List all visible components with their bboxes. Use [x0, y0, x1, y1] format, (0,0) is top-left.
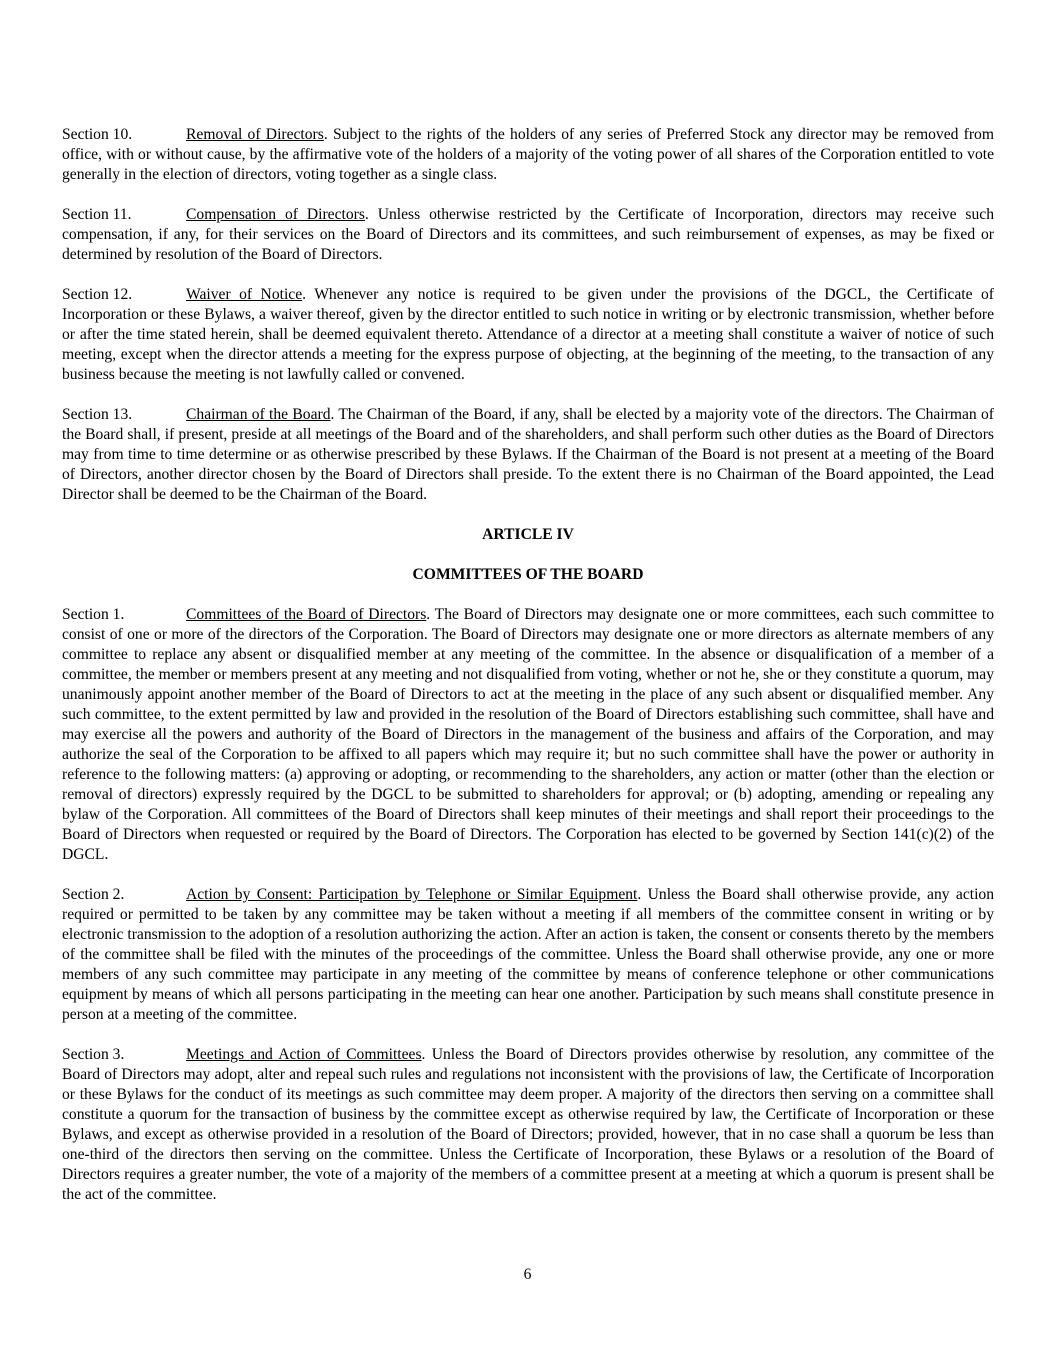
section-title: Meetings and Action of Committees: [186, 1046, 422, 1063]
article-number: ARTICLE IV: [482, 526, 574, 543]
section-label: Section 13.: [62, 406, 133, 423]
section-title: Action by Consent: Participation by Telephone or Similar Equipment: [186, 886, 638, 903]
section-label: Section 12.: [62, 286, 133, 303]
section-title: Chairman of the Board: [186, 406, 331, 423]
section-text: . The Chairman of the Board, if any, shall be elected by a majority vote of the directors. The Chairman of the Board shall, if present, preside at all meetings of the Board and of the shareholders, and shall perform such other duties as the Board of Directors may from time to time determine or as otherwise prescribed by these Bylaws. If the Chairman of the Board is not present at a meeting of the Board of Directors, another director chosen by the Board of Directors shall preside. To the extent there is no Chairman of the Board appointed, the Lead Director shall be deemed to be the Chairman of the Board.: [62, 406, 994, 503]
section-paragraph: [62, 205, 994, 265]
section-paragraph: [62, 605, 994, 865]
section-paragraph: [62, 1045, 994, 1205]
section-title: Committees of the Board of Directors: [186, 606, 427, 623]
section-text: . Subject to the rights of the holders of any series of Preferred Stock any director may be removed from office, with or without cause, by the affirmative vote of the holders of a majority of the voting power of all shares of the Corporation entitled to vote generally in the election of directors, voting together as a single class.: [62, 126, 994, 183]
section-title: Waiver of Notice: [186, 286, 303, 303]
page-content: [62, 125, 994, 1225]
section-label: Section 1.: [62, 606, 125, 623]
section-text: . The Board of Directors may designate one or more committees, each such committee to consist of one or more of the directors of the Corporation. The Board of Directors may designate one or more directors as alternate members of any committee to replace any absent or disqualified member at any meeting of the committee. In the absence or disqualification of a member of a committee, the member or members present at any meeting and not disqualified from voting, whether or not he, she or they constitute a quorum, may unanimously appoint another member of the Board of Directors to act at the meeting in the place of any such absent or disqualified member. Any such committee, to the extent permitted by law and provided in the resolution of the Board of Directors establishing such committee, shall have and may exercise all the powers and authority of the Board of Directors in the management of the business and affairs of the Corporation, and may authorize the seal of the Corporation to be affixed to all papers which may require it; but no such committee shall have the power or authority in reference to the following matters: (a) approving or adopting, or recommending to the shareholders, any action or matter (other than the election or removal of directors) expressly required by the DGCL to be submitted to shareholders for approval; or (b) adopting, amending or repealing any bylaw of the Corporation. All committees of the Board of Directors shall keep minutes of their meetings and shall report their proceedings to the Board of Directors when requested or required by the Board of Directors. The Corporation has elected to be governed by Section 141(c)(2) of the DGCL.: [62, 606, 994, 863]
section-paragraph: [62, 405, 994, 505]
section-text: . Whenever any notice is required to be given under the provisions of the DGCL, the Certificate of Incorporation or these Bylaws, a waiver thereof, given by the director entitled to such notice in writing or by electronic transmission, whether before or after the time stated herein, shall be deemed equivalent thereto. Attendance of a director at a meeting shall constitute a waiver of notice of such meeting, except when the director attends a meeting for the express purpose of objecting, at the beginning of the meeting, to the transaction of any business because the meeting is not lawfully called or convened.: [62, 286, 994, 383]
article-title: COMMITTEES OF THE BOARD: [412, 566, 644, 583]
section-text: . Unless the Board of Directors provides otherwise by resolution, any committee of the Board of Directors may adopt, alter and repeal such rules and regulations not inconsistent with the provisions of law, the Certificate of Incorporation or these Bylaws for the conduct of its meetings as such committee may deem proper. A majority of the directors then serving on a committee shall constitute a quorum for the transaction of business by the committee except as otherwise required by law, the Certificate of Incorporation or these Bylaws, and except as otherwise provided in a resolution of the Board of Directors; provided, however, that in no case shall a quorum be less than one-third of the directors then serving on the committee. Unless the Certificate of Incorporation, these Bylaws or a resolution of the Board of Directors requires a greater number, the vote of a majority of the members of a committee present at a meeting at which a quorum is present shall be the act of the committee.: [62, 1046, 994, 1203]
page-number: 6: [523, 1266, 532, 1283]
section-text: . Unless the Board shall otherwise provide, any action required or permitted to be taken by any committee may be taken without a meeting if all members of the committee consent in writing or by electronic transmission to the adoption of a resolution authorizing the action. After an action is taken, the consent or consents thereto by the members of the committee shall be filed with the minutes of the proceedings of the committee. Unless the Board shall otherwise provide, any one or more members of any such committee may participate in any meeting of the committee by means of conference telephone or other communications equipment by means of which all persons participating in the meeting can hear one another. Participation by such means shall constitute presence in person at a meeting of the committee.: [62, 886, 995, 1023]
section-label: Section 3.: [62, 1046, 125, 1063]
section-title: Compensation of Directors: [186, 206, 365, 223]
section-label: Section 11.: [62, 206, 132, 223]
section-label: Section 2.: [62, 886, 125, 903]
section-title: Removal of Directors: [186, 126, 324, 143]
section-paragraph: [62, 285, 994, 385]
section-paragraph: [62, 885, 994, 1025]
section-paragraph: [62, 125, 994, 185]
section-label: Section 10.: [62, 126, 133, 143]
section-text: . Unless otherwise restricted by the Certificate of Incorporation, directors may receive such compensation, if any, for their services on the Board of Directors and its committees, and such reimbursement of expenses, as may be fixed or determined by resolution of the Board of Directors.: [62, 206, 994, 263]
